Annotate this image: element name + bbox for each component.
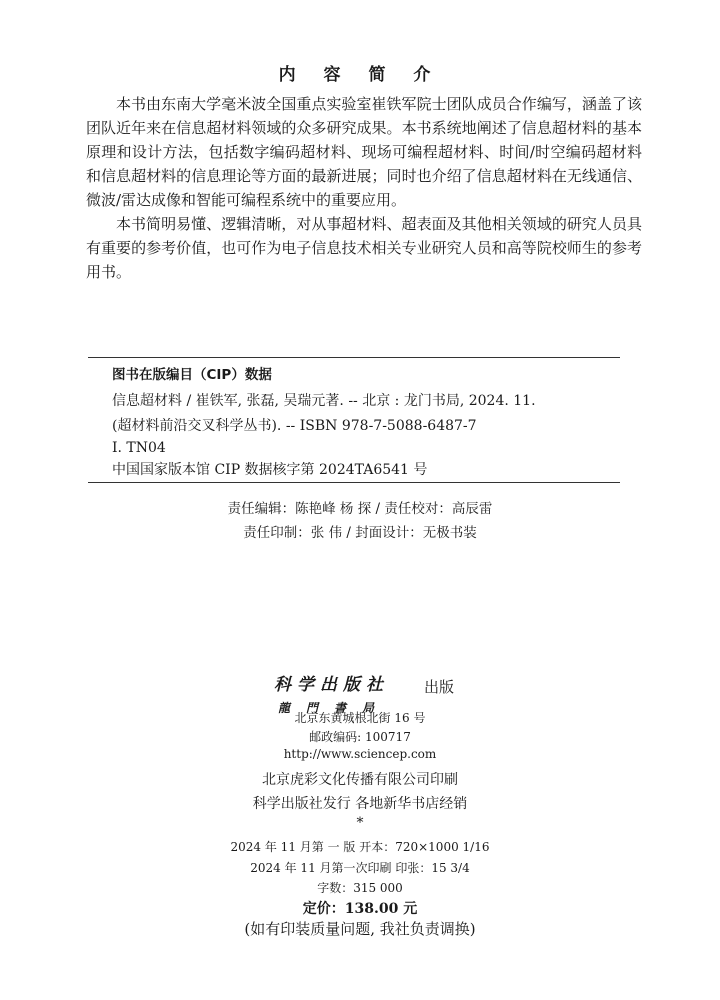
publisher-address: 北京东黄城根北街 16 号 <box>294 711 426 725</box>
separator-star: * <box>356 815 364 831</box>
publisher-name-longmen: 龍門書局 <box>278 701 391 715</box>
cip-line-3: Ⅰ. TN04 <box>112 440 166 456</box>
publisher-name-science-press: 科学出版社 <box>274 675 389 695</box>
printer-line: 北京虎彩文化传播有限公司印刷 <box>262 772 458 788</box>
intro-section <box>86 92 642 284</box>
cip-line-2: (超材料前沿交叉科学丛书). -- ISBN 978-7-5088-6487-7 <box>112 418 477 434</box>
publisher-url: http://www.sciencep.com <box>283 747 437 761</box>
notice-line: (如有印装质量问题, 我社负责调换) <box>244 920 476 938</box>
intro-paragraph-2: 本书简明易懂、逻辑清晰，对从事超材料、超表面及其他相关领域的研究人员具有重要的参考价值，也可作为电子信息技术相关专业研究人员和高等院校师生的参考用书。 <box>86 215 642 281</box>
distribution-line: 科学出版社发行 各地新华书店经销 <box>252 796 468 812</box>
publisher-postcode: 邮政编码: 100717 <box>309 730 411 744</box>
cip-line-4: 中国国家版本馆 CIP 数据核字第 2024TA6541 号 <box>112 462 428 478</box>
edition-line: 2024 年 11 月第 一 版 开本：720×1000 1/16 <box>230 840 490 854</box>
publisher-tag: 出版 <box>424 678 455 696</box>
staff-line-1: 责任编辑：陈艳峰 杨 探 / 责任校对：高辰雷 <box>227 501 493 517</box>
intro-paragraph-1: 本书由东南大学毫米波全国重点实验室崔铁军院士团队成员合作编写，涵盖了该团队近年来在信息超材料领域的众多研究成果。本书系统地阐述了信息超材料的基本原理和设计方法，包括数字编码超材料、现场可编程超材料、时间/时空编码超材料和信息超材料的信息理论等方面的最新进展；同时也介绍了信息超材料在无线通信、微波/雷达成像和智能可编程系统中的重要应用。 <box>86 95 642 209</box>
cip-line-1: 信息超材料 / 崔铁军, 张磊, 吴瑞元著. -- 北京 : 龙门书局, 2024. 11. <box>112 393 536 409</box>
cip-top-divider <box>88 357 620 358</box>
printing-line: 2024 年 11 月第一次印刷 印张：15 3/4 <box>250 861 470 875</box>
staff-line-2: 责任印制：张 伟 / 封面设计：无极书装 <box>243 525 477 541</box>
price-line: 定价：138.00 元 <box>302 901 418 917</box>
wordcount-line: 字数：315 000 <box>317 881 403 895</box>
cip-bottom-divider <box>88 482 620 483</box>
page-title: 内 容 简 介 <box>278 65 442 85</box>
cip-heading: 图书在版编目（CIP）数据 <box>112 367 272 383</box>
